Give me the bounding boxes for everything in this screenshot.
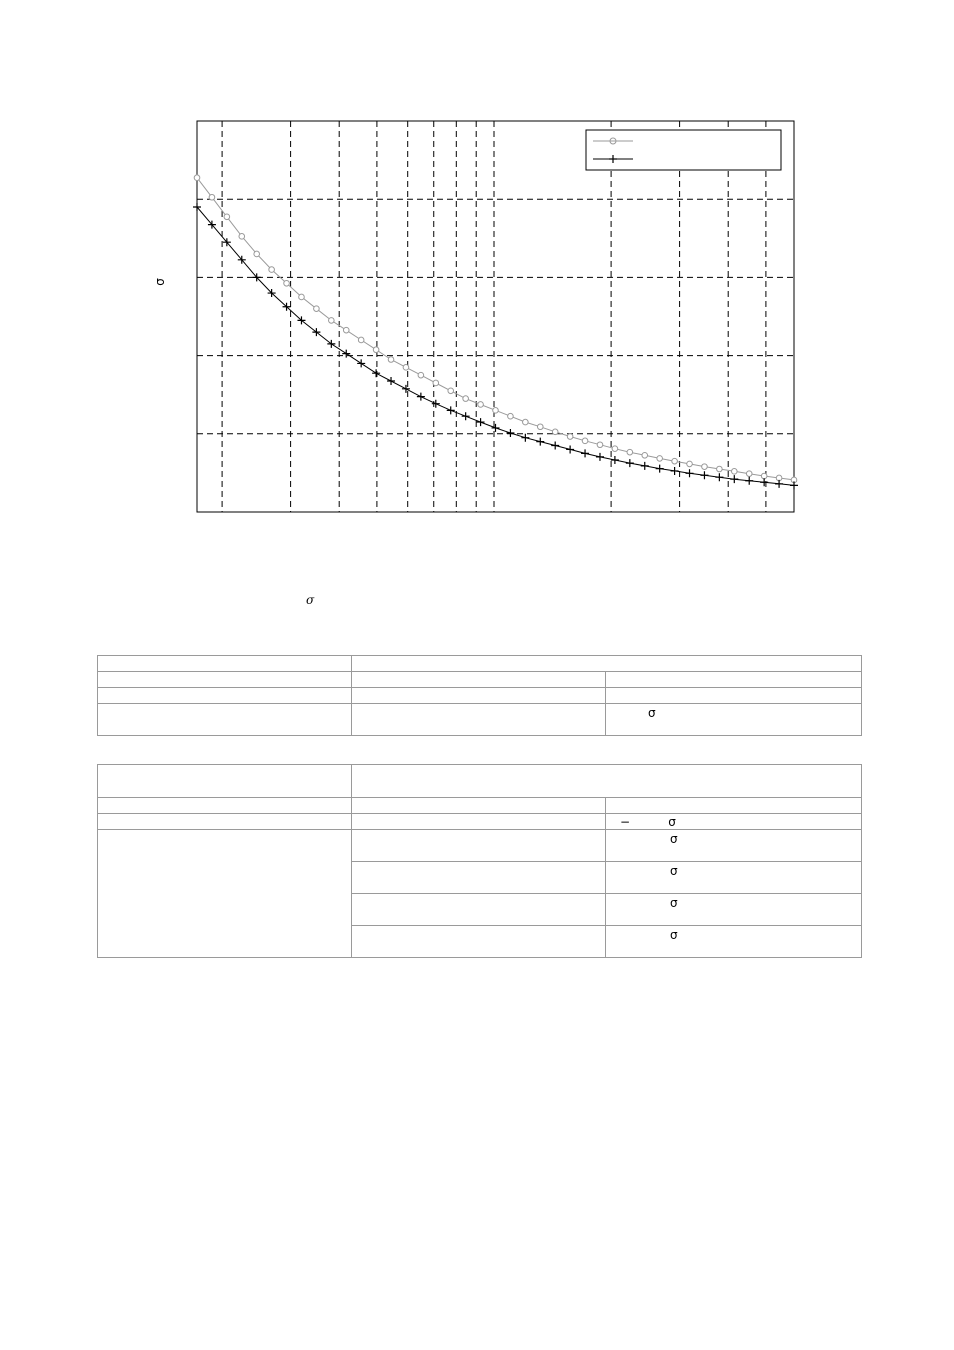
- table-1: [97, 655, 862, 736]
- plot-area: [197, 121, 794, 512]
- table-row: [98, 672, 862, 688]
- table-2: [97, 764, 862, 958]
- table-cell: [352, 894, 606, 926]
- table-cell: [606, 894, 862, 926]
- table-cell: [606, 862, 862, 894]
- figure-caption-symbol: σ: [306, 593, 315, 607]
- table-cell: [606, 814, 862, 830]
- data-point: [732, 469, 738, 475]
- data-point: [672, 458, 678, 464]
- table-cell: [352, 672, 606, 688]
- data-point: [508, 413, 514, 419]
- data-point: [702, 464, 708, 470]
- data-point: [194, 175, 200, 181]
- data-point: [612, 446, 618, 452]
- y-axis-label: σ: [152, 278, 167, 286]
- data-point: [224, 214, 230, 220]
- data-point: [433, 380, 439, 386]
- data-point: [418, 372, 424, 378]
- table-cell: [606, 830, 862, 862]
- table-cell: [352, 798, 606, 814]
- data-point: [657, 456, 663, 462]
- sigma-symbol: σ: [670, 832, 678, 846]
- table-row: [98, 765, 862, 798]
- data-point: [269, 267, 275, 273]
- line-chart: [0, 0, 954, 560]
- table-cell: [352, 862, 606, 894]
- data-point: [761, 473, 767, 479]
- data-point: [478, 402, 484, 408]
- table-cell: [606, 926, 862, 958]
- data-point: [642, 453, 648, 459]
- data-point: [329, 318, 335, 324]
- data-point: [299, 294, 305, 300]
- data-point: [493, 408, 499, 414]
- table-row: [98, 798, 862, 814]
- table-row: [98, 830, 862, 862]
- data-point: [687, 461, 693, 467]
- data-point: [403, 365, 409, 371]
- sigma-symbol: σ: [670, 928, 678, 942]
- data-point: [523, 419, 529, 425]
- table-cell: [98, 672, 352, 688]
- sigma-symbol: σ: [670, 864, 678, 878]
- sigma-symbol: σ: [648, 706, 656, 720]
- data-point: [209, 194, 215, 200]
- table-cell: [352, 765, 862, 798]
- data-point: [239, 234, 245, 240]
- table-cell: [606, 798, 862, 814]
- table-cell: [352, 830, 606, 862]
- table-cell: [98, 704, 352, 736]
- data-point: [582, 438, 588, 444]
- data-point: [388, 357, 394, 363]
- data-point: [717, 466, 723, 472]
- data-point: [343, 327, 349, 333]
- data-point: [448, 388, 454, 394]
- data-point: [358, 337, 364, 343]
- table-row: [98, 704, 862, 736]
- data-point: [314, 306, 320, 312]
- data-point: [746, 471, 752, 477]
- table-cell: [606, 688, 862, 704]
- table-cell: [352, 704, 606, 736]
- legend: [586, 130, 781, 170]
- table-cell: [352, 814, 606, 830]
- table-cell: [606, 704, 862, 736]
- table-row: [98, 688, 862, 704]
- sigma-symbol: σ: [670, 896, 678, 910]
- table-row: [98, 656, 862, 672]
- sigma-expression: − σ: [620, 815, 676, 829]
- table-cell: [98, 765, 352, 798]
- data-point: [373, 347, 379, 353]
- data-point: [463, 396, 469, 402]
- data-point: [567, 434, 573, 440]
- table-row: [98, 814, 862, 830]
- data-point: [597, 442, 603, 448]
- table-cell: [352, 656, 862, 672]
- table-cell: [352, 926, 606, 958]
- legend-box: [586, 130, 781, 170]
- data-point: [254, 251, 260, 257]
- data-point: [552, 429, 558, 435]
- table-cell: [98, 830, 352, 958]
- table-cell: [98, 656, 352, 672]
- table-cell: [98, 814, 352, 830]
- data-point: [284, 280, 290, 286]
- data-point: [537, 424, 543, 430]
- table-cell: [352, 688, 606, 704]
- table-cell: [98, 688, 352, 704]
- table-cell: [98, 798, 352, 814]
- data-point: [627, 449, 633, 455]
- table-cell: [606, 672, 862, 688]
